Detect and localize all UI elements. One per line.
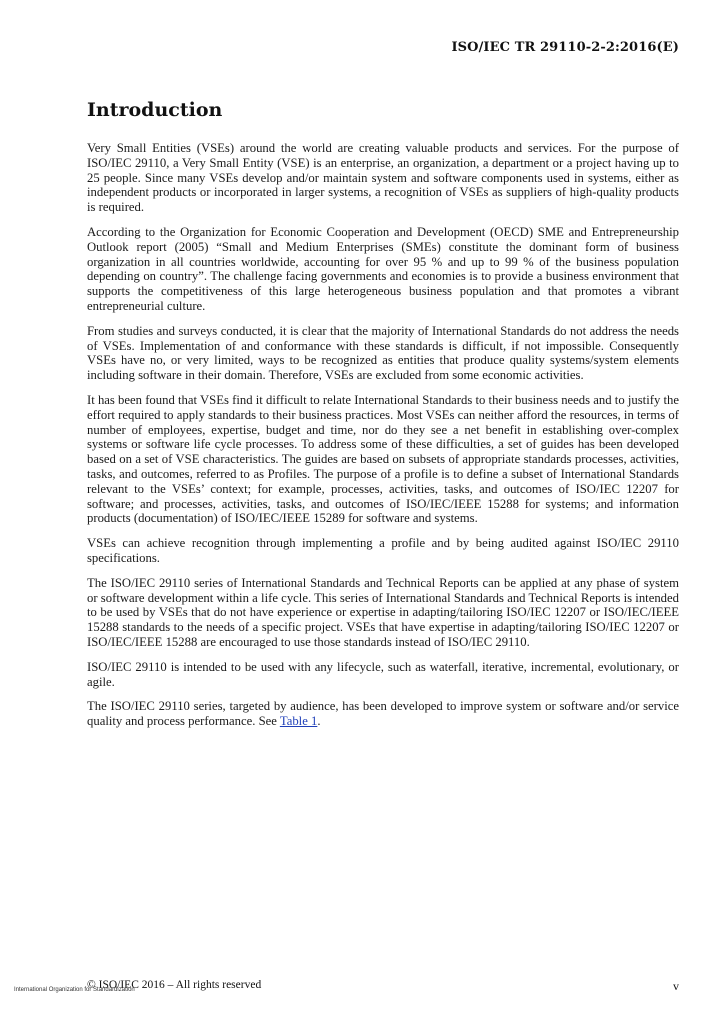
page-number: v <box>673 979 679 993</box>
paragraph-audience-tail: . <box>317 714 321 729</box>
paragraph-oecd-report: According to the Organization for Economic Cooperation and Development (OECD) SME and Entrepreneurship Outlook report (2005) “Small and Medium Enterprises (SMEs) constitute the dominant form of business organization in all countries worldwide, accounting for over 95 % and up to 99 % of the business population depending on country”. The challenge facing governments and economies is to provide a business environment that supports the competitiveness of this large heterogeneous business population and that promotes a vibrant entrepreneurial culture. <box>87 224 679 313</box>
body-text <box>87 141 679 739</box>
paragraph-audience <box>87 699 679 729</box>
copyright-footer: © ISO/IEC 2016 – All rights reserved <box>87 979 262 991</box>
paragraph-studies: From studies and surveys conducted, it is clear that the majority of International Standards do not address the needs of VSEs. Implementation of and conformance with these standards is difficult, if not impossible. Consequently VSEs have no, or very limited, ways to be recognized as entities that produce quality systems/system elements including software in their domain. Therefore, VSEs are excluded from some economic activities. <box>87 323 679 383</box>
paragraph-lifecycle: ISO/IEC 29110 is intended to be used with any lifecycle, such as waterfall, iterative, incremental, evolutionary, or agile. <box>87 659 679 689</box>
paragraph-profiles: It has been found that VSEs find it difficult to relate International Standards to their business needs and to justify the effort required to apply standards to their business practices. Most VSEs can neither afford the resources, in terms of number of employees, expertise, budget and time, nor do they see a net benefit in establishing over-complex systems or software life cycle processes. To address some of these difficulties, a set of guides has been developed based on a set of VSE characteristics. The guides are based on subsets of appropriate standards processes, activities, tasks, and outcomes, referred to as Profiles. The purpose of a profile is to define a subset of International Standards relevant to the VSEs’ context; for example, processes, activities, tasks, and outcomes of ISO/IEC 12207 for software; and processes, activities, tasks, and outcomes of ISO/IEC/IEEE 15288 for systems; and information products (documentation) of ISO/IEC/IEEE 15289 for software and systems. <box>87 392 679 526</box>
watermark-text: International Organization for Standardization <box>14 987 135 993</box>
table-1-link[interactable]: Table 1 <box>279 714 318 729</box>
paragraph-series-application: The ISO/IEC 29110 series of International Standards and Technical Reports can be applied at any phase of system or software development within a life cycle. This series of International Standards and Technical Reports is intended to be used by VSEs that do not have experience or expertise in adapting/tailoring ISO/IEC 12207 or ISO/IEC/IEEE 15288 standards to the needs of a specific project. VSEs that have expertise in adapting/tailoring ISO/IEC 12207 or ISO/IEC/IEEE 15288 are encouraged to use those standards instead of ISO/IEC 29110. <box>87 575 679 649</box>
paragraph-recognition: VSEs can achieve recognition through implementing a profile and by being audited against ISO/IEC 29110 specifications. <box>87 536 679 565</box>
paragraph-vse-definition: Very Small Entities (VSEs) around the world are creating valuable products and services. For the purpose of ISO/IEC 29110, a Very Small Entity (VSE) is an enterprise, an organization, a department or a project having up to 25 people. Since many VSEs develop and/or maintain system and software components used in systems, either as independent products or incorporated in larger systems, a recognition of VSEs as suppliers of high-quality products is required. <box>87 141 679 215</box>
page-title: Introduction <box>87 99 223 121</box>
paragraph-audience-text: The ISO/IEC 29110 series, targeted by audience, has been developed to improve system or software and/or service quality and process performance. See <box>87 699 679 729</box>
document-id-header: ISO/IEC TR 29110-2-2:2016(E) <box>451 40 679 55</box>
